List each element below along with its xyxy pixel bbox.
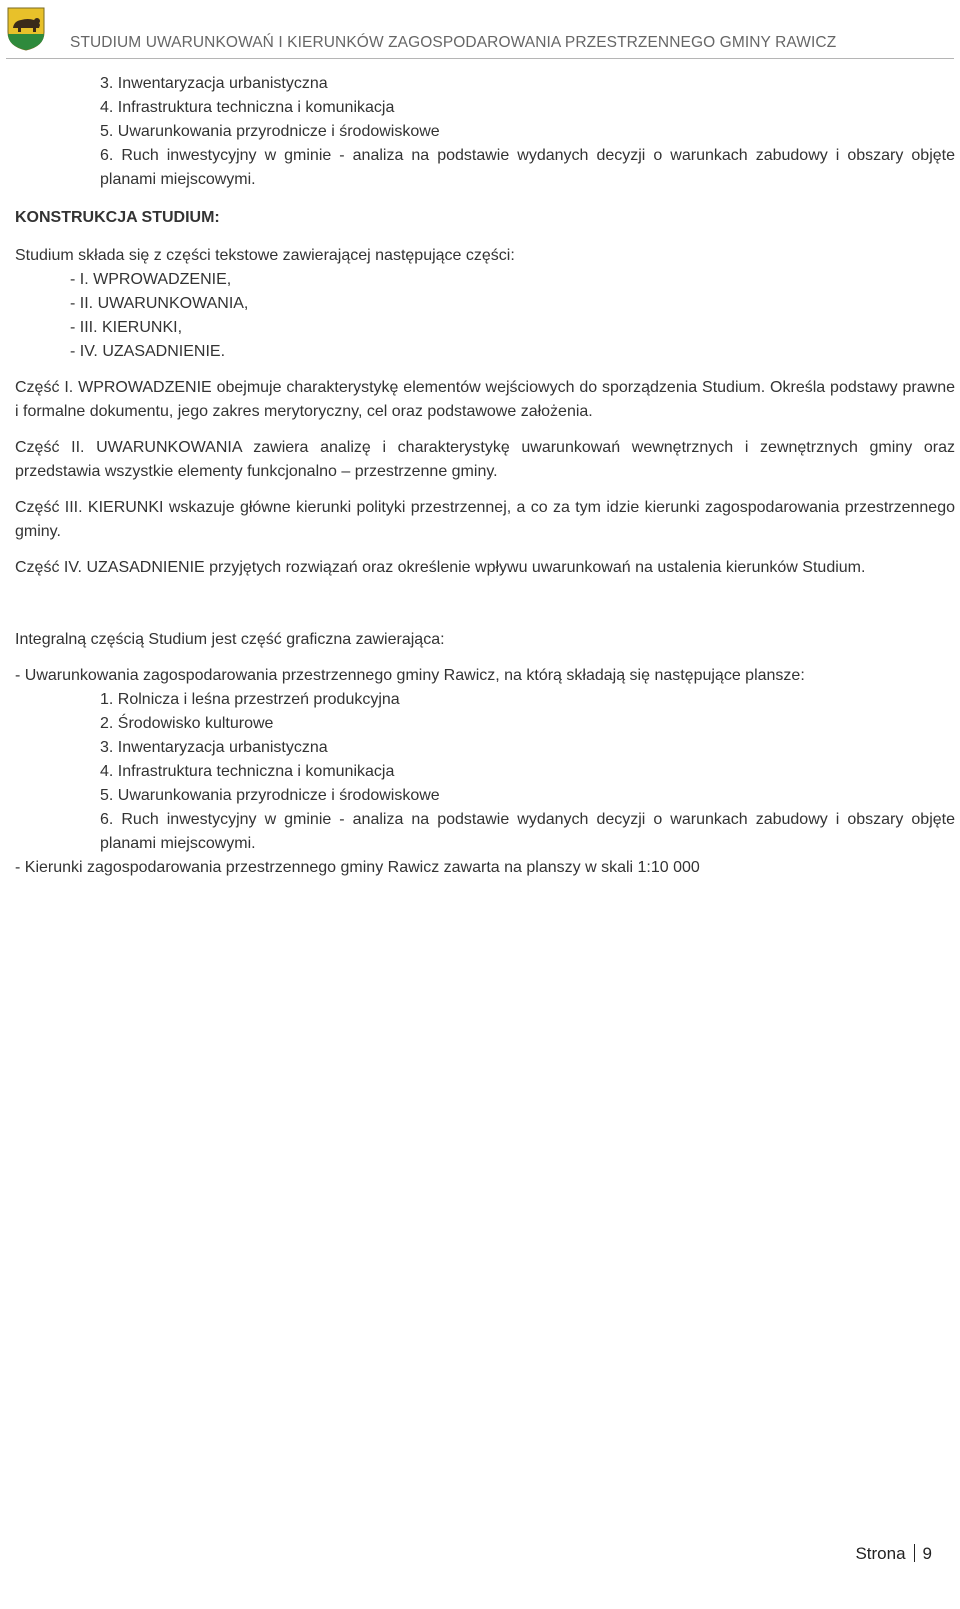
graphic-item: - Kierunki zagospodarowania przestrzennego gminy Rawicz zawarta na planszy w skali 1:10 000 bbox=[15, 859, 700, 876]
part-description: Część I. WPROWADZENIE obejmuje charakterystykę elementów wejściowych do sporządzenia Studium. Określa podstawy prawne i formalne dokumentu, jego zakres merytoryczny, cel oraz podstawowe założenia. bbox=[15, 379, 955, 420]
list-item: 6. Ruch inwestycyjny w gminie - analiza na podstawie wydanych decyzji o warunkach zabudowy i obszary objęte planami miejscowymi. bbox=[100, 147, 955, 188]
list-item: - III. KIERUNKI, bbox=[70, 316, 955, 340]
graphic-part-intro: Integralną częścią Studium jest część graficzna zawierająca: bbox=[15, 631, 445, 648]
footer-label: Strona bbox=[855, 1544, 906, 1563]
map-sheet-list bbox=[100, 688, 955, 856]
document-body bbox=[15, 72, 955, 880]
part-description: Część IV. UZASADNIENIE przyjętych rozwiązań oraz określenie wpływu uwarunkowań na ustalenia kierunków Studium. bbox=[15, 559, 866, 576]
list-item: 2. Środowisko kulturowe bbox=[100, 715, 274, 732]
list-item: 3. Inwentaryzacja urbanistyczna bbox=[100, 75, 328, 92]
header-divider bbox=[6, 58, 954, 59]
list-item: 4. Infrastruktura techniczna i komunikacja bbox=[100, 99, 395, 116]
list-item: 4. Infrastruktura techniczna i komunikacja bbox=[100, 763, 395, 780]
list-item: 3. Inwentaryzacja urbanistyczna bbox=[100, 739, 328, 756]
list-item: - IV. UZASADNIENIE. bbox=[70, 340, 955, 364]
page-number: 9 bbox=[922, 1544, 932, 1563]
part-description: Część III. KIERUNKI wskazuje główne kierunki polityki przestrzennej, a co za tym idzie kierunki zagospodarowania przestrzennego gminy. bbox=[15, 499, 955, 540]
list-item: 6. Ruch inwestycyjny w gminie - analiza na podstawie wydanych decyzji o warunkach zabudowy i obszary objęte planami miejscowymi. bbox=[100, 811, 955, 852]
page-footer bbox=[855, 1544, 932, 1564]
list-item: - I. WPROWADZENIE, bbox=[70, 268, 955, 292]
map-sheet-list-continued bbox=[100, 72, 955, 192]
list-item: 5. Uwarunkowania przyrodnicze i środowiskowe bbox=[100, 787, 440, 804]
list-item: 1. Rolnicza i leśna przestrzeń produkcyjna bbox=[100, 691, 400, 708]
list-item: 5. Uwarunkowania przyrodnicze i środowiskowe bbox=[100, 123, 440, 140]
graphic-item: - Uwarunkowania zagospodarowania przestrzennego gminy Rawicz, na którą składają się następujące plansze: bbox=[15, 667, 805, 684]
parts-list bbox=[70, 268, 955, 364]
section-heading: KONSTRUKCJA STUDIUM: bbox=[15, 209, 220, 226]
footer-divider bbox=[914, 1544, 915, 1562]
construction-intro: Studium składa się z części tekstowe zawierającej następujące części: bbox=[15, 247, 515, 264]
header-title: STUDIUM UWARUNKOWAŃ I KIERUNKÓW ZAGOSPODAROWANIA PRZESTRZENNEGO GMINY RAWICZ bbox=[70, 34, 837, 51]
list-item: - II. UWARUNKOWANIA, bbox=[70, 292, 955, 316]
part-description: Część II. UWARUNKOWANIA zawiera analizę i charakterystykę uwarunkowań wewnętrznych i zewnętrznych gminy oraz przedstawia wszystkie elementy funkcjonalno – przestrzenne gminy. bbox=[15, 439, 955, 480]
bear-crest-icon bbox=[6, 6, 46, 52]
page-header bbox=[0, 0, 960, 62]
